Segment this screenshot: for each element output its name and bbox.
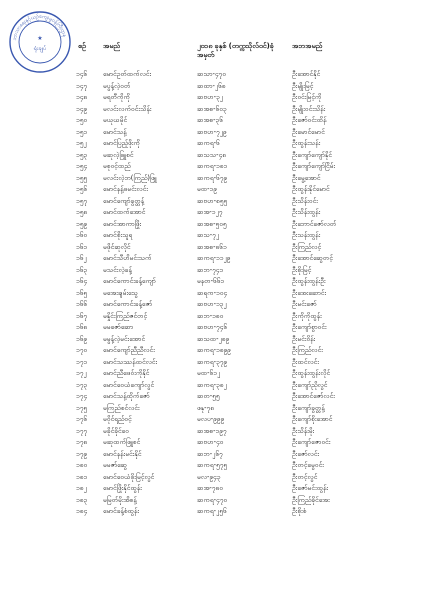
row-exam-number: မလပ-၉၉၉ — [197, 415, 225, 423]
row-exam-number: ဆဘ-၂၆၇ — [197, 449, 223, 458]
row-exam-number: ဆသာ-၄၇၀ — [197, 70, 226, 78]
row-father-name: ဦးကျော်ကျော်နိုင် — [292, 150, 332, 159]
row-father-name: ဦးဝင်းမြင့်ကို — [292, 93, 322, 101]
row-exam-number: ဆကရ-၂၅၆ — [197, 507, 227, 515]
row-name: မသင်းလဲ့ခန့် — [103, 265, 132, 274]
row-exam-number: ဆအ-၁၂၇ — [197, 208, 223, 216]
header-name: အမည် — [103, 42, 121, 50]
row-seq: ၁၆၁ — [76, 242, 88, 251]
row-seq: ၁၅၀ — [76, 116, 88, 124]
header-seq: စဉ် — [78, 42, 86, 50]
row-seq: ၁၅၇ — [76, 196, 88, 205]
row-exam-number: ဆကရ-၆၇၉ — [197, 173, 228, 182]
row-name: မောင်သီဟိမင်းသက် — [103, 254, 152, 262]
row-name: မပွန့်လဲ့ဝတ် — [103, 81, 131, 90]
row-name: မောင်ထက်အောင် — [103, 208, 146, 216]
table-row — [0, 414, 427, 426]
svg-text:★: ★ — [37, 35, 43, 42]
row-exam-number: ဆအစ-၅၀၅ — [197, 219, 227, 228]
row-name: မောင်အာကာဖြိုး — [103, 219, 142, 228]
table-row — [0, 69, 427, 81]
row-exam-number: ဆဗဟ-၁၃၂ — [197, 300, 227, 308]
table-row — [0, 265, 427, 277]
row-exam-number: ဆဗဟ-၇၄၆ — [197, 323, 228, 331]
row-father-name: ဦးအောင်ဇော်လင်း — [292, 392, 335, 400]
row-exam-number: ဆဗဟ-၄၀ — [197, 438, 224, 446]
row-father-name: ဦးတင့်မွေဝင်း — [292, 461, 324, 469]
row-name: မောင်ကျော်ခွတ္တန့် — [103, 196, 145, 205]
row-name: မောင်ကောင်းခန့်ဇော် — [103, 300, 153, 308]
row-seq: ၁၅၁ — [76, 127, 88, 136]
row-name: မောင်ဝေယံဖိုးမြင့်လွင် — [103, 472, 155, 481]
row-exam-number: ဆဘ-၁၈၀ — [197, 311, 224, 320]
row-seq: ၁၇၈ — [76, 438, 88, 446]
row-name: မောင်နန့်ဖမင်းလင်း — [103, 185, 148, 193]
table-row — [0, 161, 427, 173]
table-row — [0, 437, 427, 449]
row-father-name: ဦးထွန်းသန်း — [292, 139, 321, 147]
row-seq: ၁၆၄ — [76, 277, 88, 285]
row-seq: ၁၆၉ — [76, 334, 88, 343]
table-row — [0, 334, 427, 346]
row-seq: ၁၆၇ — [76, 311, 88, 320]
row-name: မောင်စိုးသူရ — [103, 231, 133, 239]
row-exam-number: ဆကရ-၅၇၅ — [197, 461, 228, 469]
row-exam-number: ဆကရ-၆ — [197, 139, 220, 147]
row-father-name: ဦးတင့်လွင် — [292, 472, 318, 481]
row-seq: ၁၅၄ — [76, 162, 88, 170]
row-name: မောင်ဖြိုးနိုင်ထွန်း — [103, 484, 142, 492]
row-name: မကြည်စင်လင်း — [103, 403, 140, 412]
row-seq: ၁၅၂ — [76, 139, 87, 147]
row-seq: ၁၈၀ — [76, 461, 88, 469]
row-name: မစုဝင့်ထည် — [103, 162, 131, 170]
table-row — [0, 115, 427, 127]
header-exam-number: ၂၀၁၈ ခုနှစ် (တက္ကသိုလ်ဝင်)ခုံအမှတ် — [197, 42, 274, 59]
row-exam-number: ဖနု-၇၈ — [197, 403, 215, 412]
row-father-name: ဦးဇော်လင်း — [292, 449, 320, 458]
row-name: မဆုလဲ့ဖြူစင် — [103, 150, 134, 159]
row-exam-number: ဆကရ-၄၇၀ — [197, 495, 228, 504]
table-row — [0, 184, 427, 196]
row-father-name: ဦးဇော်မင်းထွန်း — [292, 484, 329, 492]
row-seq: ၁၆၂ — [76, 254, 87, 262]
row-seq: ၁၈၁ — [76, 472, 88, 481]
row-name: မောင်ပြည့်ဖိုးကို — [103, 139, 140, 147]
table-row — [0, 81, 427, 93]
table-row — [0, 138, 427, 150]
row-seq: ၁၇၄ — [76, 392, 88, 400]
row-father-name: ဦးသိန်းထွန်း — [292, 208, 321, 216]
row-exam-number: ဆသသ-၄၈ — [197, 150, 226, 159]
row-father-name: ဦးအေးဆောင်း — [292, 288, 327, 297]
row-name: မောင်ခန့်စံထွန်း — [103, 507, 140, 515]
row-exam-number: ဆတ-၅၅ — [197, 392, 220, 400]
table-row — [0, 449, 427, 461]
row-seq: ၁၅၉ — [76, 219, 88, 228]
row-seq: ၁၄၆ — [76, 70, 88, 78]
row-exam-number: ဆသထ-၂၈၉ — [197, 334, 230, 343]
table-row — [0, 196, 427, 208]
row-seq: ၁၆၈ — [76, 323, 88, 331]
row-name: မခိုင်ခိုင်ဝေ — [103, 426, 129, 435]
student-list — [0, 69, 427, 518]
row-father-name: ဦးကျော်စွာဝင်း — [292, 323, 327, 331]
row-name: မောင်သန့်ထိုက်ဇော် — [103, 392, 150, 400]
row-name: မောင်ဝေယံကျော်လွင် — [103, 380, 155, 389]
row-father-name: ဦးမျိုးမြင့် — [292, 81, 314, 90]
row-exam-number: မထ-၆၁၂ — [197, 369, 221, 377]
row-father-name: ဦးသိန်းမိုး — [292, 426, 315, 435]
row-exam-number: ဆသ-၇၂ — [197, 231, 220, 239]
row-father-name: ဦးစိုးစံ — [292, 507, 307, 515]
table-row — [0, 276, 427, 288]
row-seq: ၁၄၉ — [76, 104, 88, 113]
row-name: မဖိုင်ဆုလိုင် — [103, 242, 131, 251]
row-name: မမြတ်မိုးအိစန့် — [103, 495, 137, 504]
table-row — [0, 127, 427, 139]
table-row — [0, 104, 427, 116]
row-seq: ၁၄၈ — [76, 93, 88, 101]
row-seq: ၁၆၃ — [76, 265, 88, 274]
row-father-name: ဦးထွန်းထွန်းလိုင် — [292, 369, 331, 377]
row-father-name: ဦးသိန်းဝင်း — [292, 196, 318, 205]
row-seq: ၁၈၂ — [76, 484, 87, 492]
header-father-name: အဘအမည် — [292, 42, 323, 50]
row-father-name: ဦးကျော်ညိုလွင် — [292, 380, 328, 389]
row-father-name: ဦးကြည်လင်း — [292, 346, 323, 354]
row-seq: ၁၅၅ — [76, 173, 88, 182]
row-father-name: ဦးထင်လင်း — [292, 357, 319, 366]
table-row — [0, 403, 427, 415]
row-exam-number: ဆအစ-၃၆ — [197, 116, 223, 124]
table-row — [0, 288, 427, 300]
row-father-name: ဦးကြည်လင့် — [292, 242, 322, 251]
row-father-name: ဦးဘောင်ဇော်လတ် — [292, 219, 337, 228]
table-row — [0, 483, 427, 495]
table-row — [0, 495, 427, 507]
row-seq: ၁၄၇ — [76, 81, 88, 90]
table-row — [0, 207, 427, 219]
row-name: မောင်ကောင်းခန့်ကျော် — [103, 277, 156, 285]
row-exam-number: မလ-၉၄၃ — [197, 472, 221, 481]
table-row — [0, 299, 427, 311]
table-row — [0, 426, 427, 438]
row-father-name: ဦးမောင်မောင် — [292, 127, 325, 136]
table-header — [0, 42, 427, 66]
table-row — [0, 219, 427, 231]
table-row — [0, 357, 427, 369]
row-exam-number: ဆကရ-၁၁၂၉ — [197, 254, 231, 262]
row-name: မရတီကိုကို — [103, 93, 130, 101]
row-seq: ၁၆၆ — [76, 300, 88, 308]
row-seq: ၁၅၃ — [76, 150, 88, 159]
row-name: မောင်ညီဖေဝ်းကိုနိုင် — [103, 369, 150, 377]
row-name: မယုယမိုင် — [103, 116, 127, 124]
row-name: မမွန့်လဲ့မင်းအောင် — [103, 334, 145, 343]
row-seq: ၁၅၈ — [76, 208, 88, 216]
row-seq: ၁၆၀ — [76, 231, 88, 239]
row-father-name: ဦးစိုးမြင့် — [292, 265, 312, 274]
row-seq: ၁၈၄ — [76, 507, 88, 515]
table-row — [0, 253, 427, 265]
row-name: မောင်သန့် — [103, 127, 127, 136]
row-name: မောင်သဿန်ထင်လင်း — [103, 357, 158, 366]
table-row — [0, 150, 427, 162]
table-row — [0, 322, 427, 334]
row-seq: ၁၇၉ — [76, 449, 88, 458]
row-exam-number: ဆဗဟ-၇၂၉ — [197, 127, 227, 136]
row-father-name: ဦးကျော်ခွတ္တန့် — [292, 403, 325, 412]
row-exam-number: ဆကရ-၃၈၂ — [197, 380, 227, 389]
row-father-name: ဦးမွေ့အောင် — [292, 173, 321, 182]
row-exam-number: မနတ-၆၆၁ — [197, 277, 225, 285]
row-father-name: ဦးမျိုးဝင်းသိန်း — [292, 104, 326, 113]
table-row — [0, 460, 427, 472]
row-exam-number: ဆရက-၁၀၄ — [197, 288, 228, 297]
row-name: မအေးချမ်းသွေ — [103, 288, 138, 297]
row-exam-number: ဆဗဟ-၈၅၅ — [197, 196, 228, 205]
row-exam-number: မထ-၁၉ — [197, 185, 217, 193]
table-row — [0, 230, 427, 242]
row-seq: ၁၇၂ — [76, 369, 87, 377]
row-father-name: ဦးအောင်နိုင် — [292, 70, 321, 78]
row-exam-number: ဆကရ-၁၈၁ — [197, 162, 228, 170]
row-name: မဆုထက်ဖြူစင် — [103, 438, 141, 446]
row-father-name: ဦးသန်းထွန်း — [292, 231, 321, 239]
row-exam-number: ဆထာ-၂၆၈ — [197, 81, 226, 90]
row-exam-number: ဆကရ-၁၈၉၉ — [197, 346, 231, 354]
row-name: မလင်းလဲ့ဘ(ကြည်)ဖြူ — [103, 173, 157, 182]
row-father-name: ဦးကျော်ဇောဝင်း — [292, 438, 331, 446]
row-name: မလင်းလက်ဝင်းသိန်း — [103, 104, 152, 113]
row-exam-number: ဆအ-၇၈၀ — [197, 484, 223, 492]
row-exam-number: ဆကရ-၃၇၉ — [197, 357, 228, 366]
row-exam-number: ဆဗဟ-၃၂ — [197, 93, 223, 101]
row-father-name: ဦးကြည်ခိုင်အေး — [292, 495, 330, 504]
row-name: မဝိုင်ရည်ဝင့် — [103, 415, 132, 423]
row-father-name: ဦးဇော်ဝင်းထိန် — [292, 116, 327, 124]
row-father-name: ဦးမင်းဝိန်း — [292, 334, 316, 343]
table-row — [0, 345, 427, 357]
row-name: မနှိုင်းကြည်ဇင်တင့် — [103, 311, 148, 320]
row-seq: ၁၇၁ — [76, 357, 88, 366]
svg-text:ဘာသာရေးနှင့်ယဉ်ကျေးမှုဝန်ကြီးဌ: ဘာသာရေးနှင့်ယဉ်ကျေးမှုဝန်ကြီးဌာန — [11, 13, 68, 41]
row-name: မောင်ကျော်ညီညီလင်း — [103, 346, 155, 354]
table-row — [0, 368, 427, 380]
row-seq: ၁၇၀ — [76, 346, 88, 354]
row-seq: ၁၇၆ — [76, 415, 88, 423]
row-father-name: ဦးထွန်းထွန်းဦး — [292, 277, 326, 285]
svg-text:ရုံးချုပ်: ရုံးချုပ် — [33, 46, 47, 52]
row-name: မမဇော်ဆော — [103, 323, 134, 331]
row-exam-number: ဆဘ-၇၄၁ — [197, 265, 224, 274]
row-seq: ၁၇၇ — [76, 426, 88, 435]
row-seq: ၁၇၅ — [76, 403, 88, 412]
row-father-name: ဦးမင်းဇော် — [292, 300, 317, 308]
row-father-name: ဦးထွန်းနိုင်မောင် — [292, 185, 330, 193]
table-row — [0, 92, 427, 104]
row-father-name: ဦးအောင်ဆွေတင့် — [292, 254, 333, 262]
row-exam-number: ဆအစ-၁၉၇ — [197, 426, 227, 435]
table-row — [0, 242, 427, 254]
row-seq: ၁၇၃ — [76, 380, 88, 389]
table-row — [0, 472, 427, 484]
row-seq: ၁၈၃ — [76, 495, 88, 504]
table-row — [0, 506, 427, 518]
row-father-name: ဦးကျော်စိုးအောင် — [292, 415, 333, 423]
row-seq: ၁၆၅ — [76, 288, 88, 297]
row-exam-number: ဆအစ-၈၆၁ — [197, 242, 227, 251]
row-name: မမဇာ်ဆွေ — [103, 461, 127, 469]
table-row — [0, 173, 427, 185]
table-row — [0, 311, 427, 323]
table-row — [0, 391, 427, 403]
row-father-name: ဦးကျော်ကျော်ငြိမ်း — [292, 162, 336, 170]
row-exam-number: ဆအစ-၆၀၃ — [197, 104, 227, 113]
table-row — [0, 380, 427, 392]
row-father-name: ဦးကိုကိုထွန်း — [292, 311, 322, 320]
row-name: မောင်နန်းမင်းနိုင် — [103, 449, 142, 458]
row-seq: ၁၅၆ — [76, 185, 88, 193]
row-name: မောင်ဥတ်ထက်လင်း — [103, 70, 152, 78]
